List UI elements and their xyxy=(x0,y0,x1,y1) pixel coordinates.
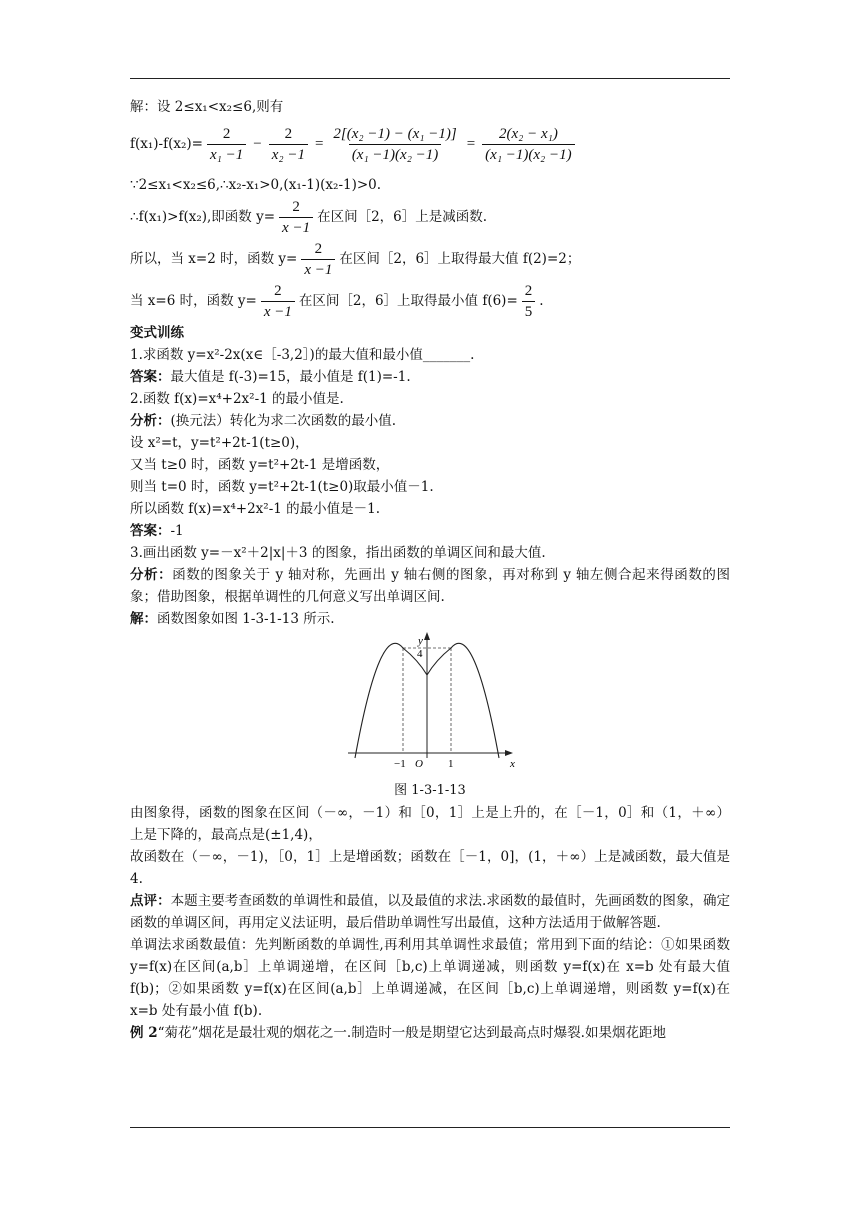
fraction: $\frac{\text{2[(x₂ −1) − (x₁ −1)]}}{\text{(x₁ −1)(x₂ −1)}}$ xyxy=(333,125,457,163)
header-rule xyxy=(130,78,730,79)
analysis-3: 分析：函数的图象关于 y 轴对称，先画出 y 轴右侧的图象，再对称到 y 轴左侧合起来得函数的图象；借助图象，根据单调性的几何意义写出单调区间. xyxy=(130,567,730,605)
section-heading: 变式训练 xyxy=(130,325,184,341)
origin-label: O xyxy=(415,758,423,770)
therefore-line: ∴f(x₁)>f(x₂),即函数 y= $\frac{2}{x -1}$ 在区间［2，6］上是减函数. xyxy=(130,198,488,236)
question-3: 3.画出函数 y=－x²＋2|x|＋3 的图象，指出函数的单调区间和最大值. xyxy=(130,545,546,561)
max-line: 所以，当 x=2 时，函数 y= $\frac{2}{x -1}$ 在区间［2，6］上取得最大值 f(2)=2； xyxy=(130,240,581,278)
solution-2-step3: 则当 t=0 时，函数 y=t²+2t-1(t≥0)取最小值－1. xyxy=(130,479,434,495)
analysis-2: 分析：(换元法）转化为求二次函数的最小值. xyxy=(130,413,397,429)
monotonic-conclusion: 故函数在（－∞，－1)，［0，1］上是增函数；函数在［－1，0]，(1，＋∞）上是减函数，最大值是 4. xyxy=(130,849,730,887)
x-axis-arrow xyxy=(505,750,513,756)
document-body xyxy=(130,96,730,1044)
y-axis-arrow xyxy=(424,632,430,640)
solution-2-step4: 所以函数 f(x)=x⁴+2x²-1 的最小值是－1. xyxy=(130,501,381,517)
function-graph xyxy=(130,630,730,780)
tick-label-1: 1 xyxy=(448,758,454,770)
figure-caption: 图 1-3-1-13 xyxy=(394,783,466,798)
answer-1: 答案：最大值是 f(-3)=15，最小值是 f(1)=-1. xyxy=(130,369,411,385)
comment: 点评：本题主要考查函数的单调性和最值，以及最值的求法.求函数的最值时，先画函数的图象，确定函数的单调区间，再用定义法证明，最后借助单调性写出最值，这种方法适用于做解答题. xyxy=(130,893,731,931)
solution-3: 解：函数图象如图 1-3-1-13 所示. xyxy=(130,611,335,627)
tick-label-4: 4 xyxy=(417,648,423,660)
because-line: ∵2≤x₁<x₂≤6,∴x₂-x₁>0,(x₁-1)(x₂-1)>0. xyxy=(130,177,382,193)
footer-rule xyxy=(130,1127,730,1128)
graph-svg xyxy=(130,630,730,780)
graph-observation: 由图象得，函数的图象在区间（－∞，－1）和［0，1］上是上升的，在［－1，0］和（1，＋∞）上是下降的，最高点是(±1,4)， xyxy=(130,805,730,843)
min-line: 当 x=6 时，函数 y= $\frac{2}{x -1}$ 在区间［2，6］上取得最小值 f(6)= $\frac{2}{5}$ . xyxy=(130,282,544,320)
example-2: 例 2“菊花”烟花是最壮观的烟花之一.制造时一般是期望它达到最高点时爆裂.如果烟花距地 xyxy=(130,1025,666,1041)
solution-2-step2: 又当 t≥0 时，函数 y=t²+2t-1 是增函数， xyxy=(130,457,390,473)
x-axis-label: x xyxy=(510,758,515,770)
solution-2-step1: 设 x²=t，y=t²+2t-1(t≥0)， xyxy=(130,435,309,451)
question-1: 1.求函数 y=x²-2x(x∈［-3,2］)的最大值和最小值_______. xyxy=(130,347,475,363)
tick-label-neg1: −1 xyxy=(394,758,406,770)
solution-intro: 解：设 2≤x₁<x₂≤6,则有 xyxy=(130,99,284,115)
fraction: $\frac{2}{\text{x₂ −1}}$ xyxy=(269,125,308,164)
question-2: 2.函数 f(x)=x⁴+2x²-1 的最小值是. xyxy=(130,391,344,407)
fraction: $\frac{\text{2(x₂ − x₁)}}{\text{(x₁ −1)(x₂ −1)}}$ xyxy=(482,125,574,164)
equation-difference: f(x₁)-f(x₂)= $\frac{2}{\text{x₁ −1}}$ − $\frac{2}{\text{x₂ −1}}$ = $\frac{\text{2[(x₂ −1) − (x₁ −1)]}}{\text{(x₁ −1)(x₂ −1)}}$ = $\frac{\text{2(x₂ − x₁)}}{\text{(x₁ −1)(x₂ −1)}}$ xyxy=(130,118,730,170)
answer-2: 答案：-1 xyxy=(130,523,184,539)
fraction: $\frac{2}{\text{x₁ −1}}$ xyxy=(207,125,246,164)
method-paragraph: 单调法求函数最值：先判断函数的单调性,再利用其单调性求最值；常用到下面的结论：①如果函数 y=f(x)在区间(a,b］上单调递增，在区间［b,c)上单调递减，则函数 y=f(x)在 x=b 处有最大值 f(b)；②如果函数 y=f(x)在区间(a,b］上单调递减，在区间［b,c)上单调递增，则函数 y=f(x)在 x=b 处有最小值 f(b). xyxy=(130,937,730,1019)
y-axis-label: y xyxy=(418,635,423,647)
